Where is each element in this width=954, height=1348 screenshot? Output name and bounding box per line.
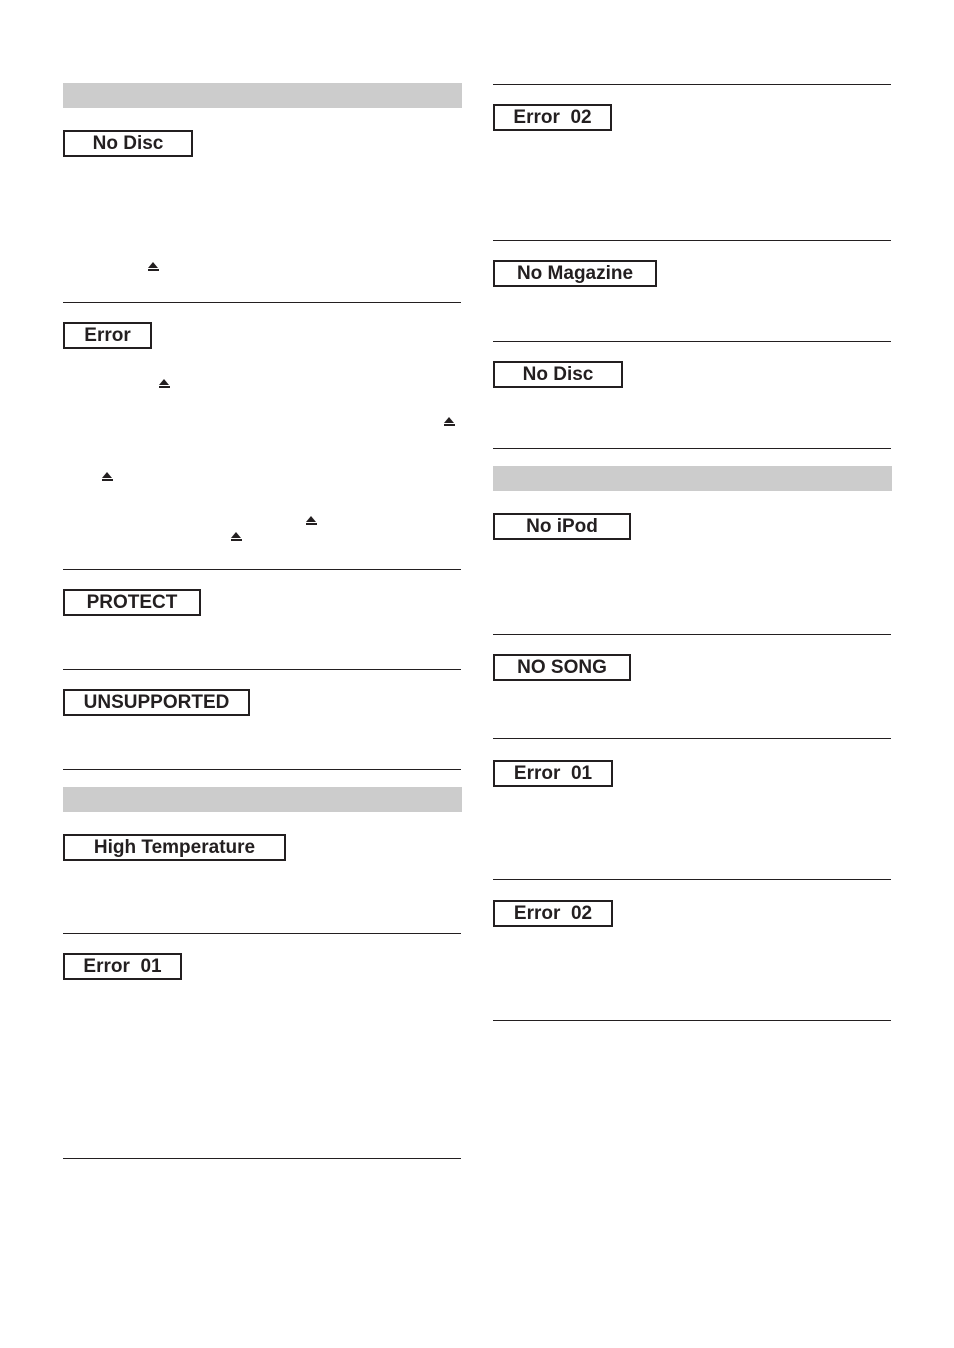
eject-icon <box>148 262 159 272</box>
divider <box>63 769 461 770</box>
divider <box>63 1158 461 1159</box>
divider <box>63 569 461 570</box>
message-label-error-01: Error 01 <box>63 953 182 980</box>
message-label-protect: PROTECT <box>63 589 201 616</box>
eject-icon <box>231 532 242 542</box>
message-label-error-02: Error 02 <box>493 104 612 131</box>
message-label-no-magazine: No Magazine <box>493 260 657 287</box>
divider <box>493 84 891 85</box>
eject-icon <box>159 379 170 389</box>
divider <box>63 669 461 670</box>
eject-icon <box>306 516 317 526</box>
eject-icon <box>444 417 455 427</box>
message-label-no-disc: No Disc <box>493 361 623 388</box>
divider <box>493 448 891 449</box>
section-header-band <box>63 787 462 812</box>
message-label-no-ipod: No iPod <box>493 513 631 540</box>
message-label-no-song: NO SONG <box>493 654 631 681</box>
section-header-band <box>493 466 892 491</box>
message-label-unsupported: UNSUPPORTED <box>63 689 250 716</box>
message-label-error-02: Error 02 <box>493 900 613 927</box>
divider <box>493 341 891 342</box>
divider <box>63 302 461 303</box>
message-label-no-disc: No Disc <box>63 130 193 157</box>
divider <box>493 879 891 880</box>
message-label-error-01: Error 01 <box>493 760 613 787</box>
divider <box>493 634 891 635</box>
section-header-band <box>63 83 462 108</box>
divider <box>493 738 891 739</box>
divider <box>493 1020 891 1021</box>
divider <box>63 933 461 934</box>
divider <box>493 240 891 241</box>
eject-icon <box>102 472 113 482</box>
message-label-error: Error <box>63 322 152 349</box>
message-label-high-temperature: High Temperature <box>63 834 286 861</box>
